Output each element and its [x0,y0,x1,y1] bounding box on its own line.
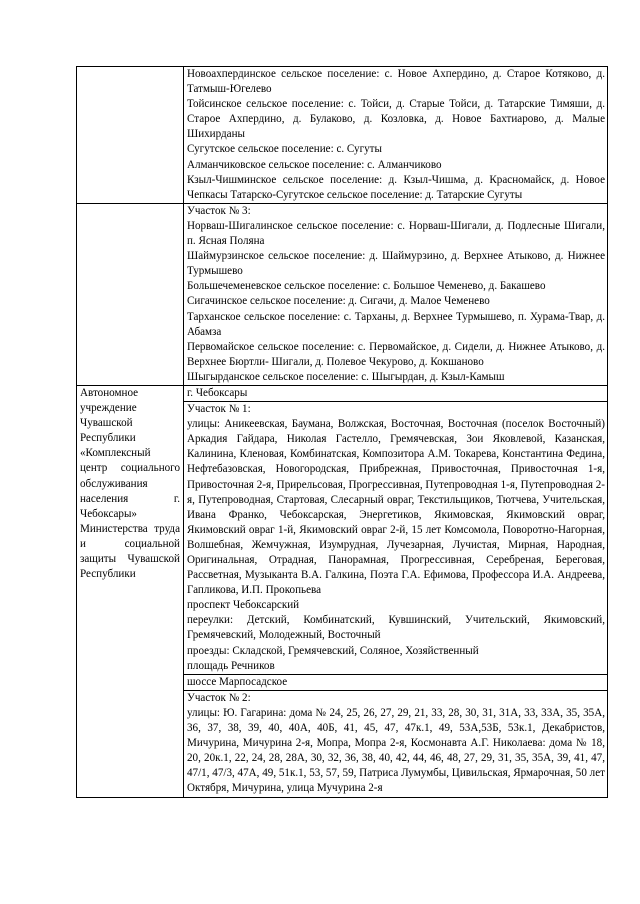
section-title: Участок № 1: [187,403,251,416]
settlement-line: Сугутское сельское поселение: с. Сугуты [187,143,382,156]
settlement-line: Сигачинское сельское поселение: д. Сигачи, д. Малое Чеменево [187,295,490,308]
section1-streets-cell [184,402,608,675]
districts-table [76,66,608,798]
settlement-line: Первомайское сельское поселение: с. Первомайское, д. Сидели, д. Нижнее Атыково, д. Верхнее Бюртли- Шигали, д. Полевое Чекурово, д. Кокшаново [187,340,605,368]
settlement-line: Большечеменевское сельское поселение: с. Большое Чеменево, д. Бакашево [187,280,546,293]
passages-line: проезды: Складской, Гремячевский, Соляное, Хозяйственный [187,644,479,657]
city-cell: г. Чебоксары [184,385,608,401]
streets-list: улицы: Аникеевская, Баумана, Волжская, Восточная, Восточная (поселок Восточный) Аркадия Гайдара, Николая Гастелло, Гремячевская, Зои Яковлевой, Казанская, Калинина, Кленовая, Комбинатская, Композитора А.М. Токарева, Константина Федина, Нефтебазовская, Новогородская, Прибрежная, Привосточная, Привосточная 1-я, Привосточная 2-я, Прирельсовая, Прогрессивная, Путепроводная 1-я, Путепроводная 2-я, Путепроводная, Стартовая, Слесарный овраг, Текстильщиков, Тютчева, Учительская, Ивана Франко, Чебоксарская, Энергетиков, Якимовская, Якимовский овраг, Якимовский овраг 1-й, Якимовский овраг 2-й, 15 лет Комсомола, Поворотно-Нагорная, Волшебная, Жемчужная, Изумрудная, Лучезарная, Лучистая, Мирная, Народная, Оригинальная, Отрадная, Панорамная, Прогрессивная, Серебреная, Береговая, Рассветная, Музыканта В.А. Галкина, Поэта Г.А. Ефимова, Профессора И.А. Андреева, Гапликова, И.П. Прокопьева [187,418,605,597]
section-title: Участок № 2: [187,691,251,704]
section2-cell [184,690,608,797]
settlement-line: Алманчиковское сельское поселение: с. Алманчиково [187,158,442,171]
lanes-line: переулки: Детский, Комбинатский, Кувшинский, Учительский, Якимовский, Гремячевский, Молодежный, Восточный [187,614,605,642]
settlement-line: Тарханское сельское поселение: с. Тарханы, д. Верхнее Турмышево, п. Хурама-Твар, д. Абамза [187,310,605,338]
settlements-cell [184,67,608,204]
avenue-line: проспект Чебоксарский [187,599,300,612]
settlement-line: Шаймурзинское сельское поселение: д. Шаймурзино, д. Верхнее Атыково, д. Нижнее Турмышево [187,250,605,278]
settlement-line: Тойсинское сельское поселение: с. Тойси, д. Старые Тойси, д. Татарские Тимяши, д. Старое Ахпердино, д. Булаково, д. Козловка, д. Новое Бахтиарово, д. Малые Шихирданы [187,98,605,141]
streets-list: улицы: Ю. Гагарина: дома № 24, 25, 26, 27, 29, 21, 33, 28, 30, 31, 31А, 33, 33А, 35, 35А, 36, 37, 38, 39, 40, 40А, 40Б, 41, 45, 47, 47к.1, 49, 53А,53Б, 53к.1, Декабристов, Мичурина, Мичурина 2-я, Мопра, Мопра 2-я, Космонавта А.Г. Николаева: дома № 18, 20, 20к.1, 22, 24, 28, 28А, 30, 32, 36, 38, 40, 42, 44, 46, 48, 27, 29, 31, 35, 35А, 39, 41, 47, 47/1, 47/3, 47А, 49, 51к.1, 53, 57, 59, Патриса Лумумбы, Цивильская, Ярмарочная, 50 лет Октября, Мичурина, улица Мучурина 2-я [187,706,605,795]
settlement-line: Кзыл-Чишминское сельское поселение: д. Кзыл-Чишма, д. Красномайск, д. Новое Чепкасы Татарско-Сугутское сельское поселение: д. Татарские Сугуты [187,173,605,201]
section3-cell [184,203,608,385]
empty-left-cell [77,203,184,385]
table-row [77,385,608,401]
section1-highway-cell: шоссе Марпосадское [184,674,608,690]
square-line: площадь Речников [187,659,275,672]
settlement-line: Шыгырданское сельское поселение: с. Шыгырдан, д. Кзыл-Камыш [187,370,505,383]
institution-cell: Автономное учреждение Чувашской Республики «Комплексный центр социального обслуживания населения г. Чебоксары» Министерства труда и социальной защиты Чувашской Республики [77,385,184,797]
settlement-line: Новоахпердинское сельское поселение: с. Новое Ахпердино, д. Старое Котяково, д. Татмыш-Югелево [187,68,605,96]
section-title: Участок № 3: [187,204,251,217]
empty-left-cell [77,67,184,204]
settlement-line: Норваш-Шигалинское сельское поселение: с. Норваш-Шигали, д. Подлесные Шигали, п. Ясная Поляна [187,219,605,248]
table-row [77,203,608,385]
table-row [77,67,608,204]
